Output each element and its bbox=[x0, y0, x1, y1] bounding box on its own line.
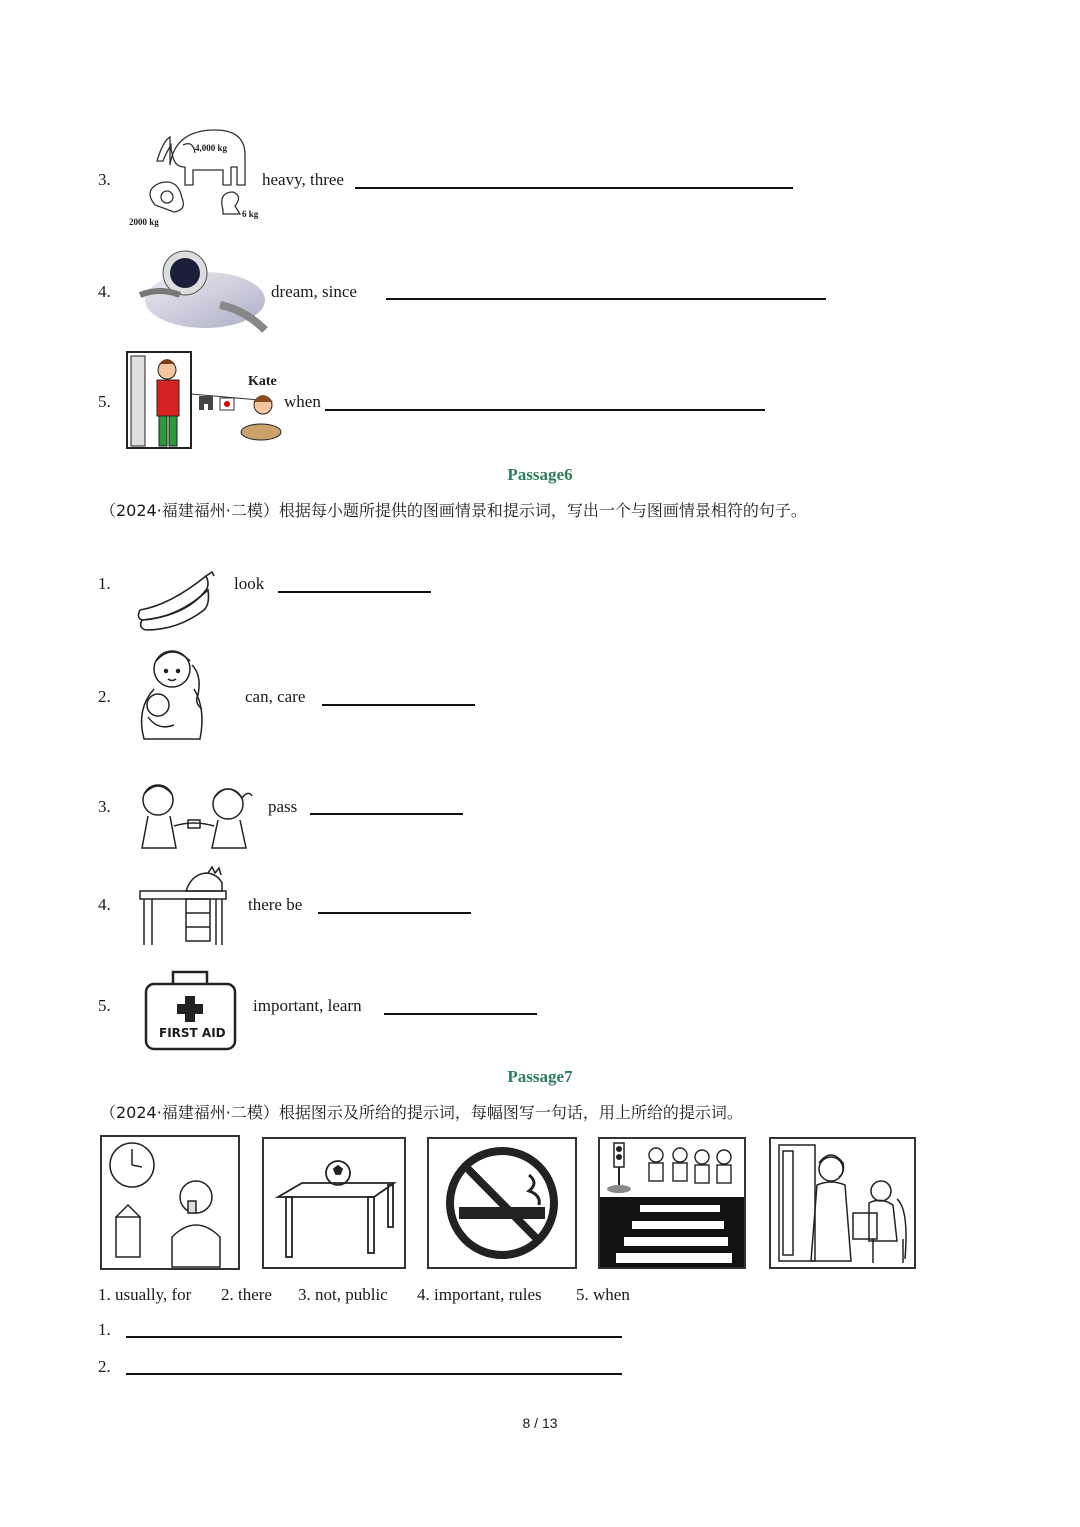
elephant-lion-dog-picture bbox=[125, 125, 265, 230]
item-number: 1. bbox=[98, 574, 111, 593]
hint-words: there be bbox=[248, 895, 303, 914]
desk-cat-icon bbox=[136, 865, 231, 947]
picture-crosswalk bbox=[598, 1137, 746, 1269]
kate-label: Kate bbox=[248, 374, 277, 389]
hint-words: can, care bbox=[245, 687, 306, 706]
passage7-instruction: （2024·福建福州·二模）根据图示及所给的提示词，每幅图写一句话，用上所给的提示词。 bbox=[100, 1103, 743, 1122]
item-number: 3. bbox=[98, 170, 111, 189]
picture-hint-3: 3. not, public bbox=[298, 1285, 388, 1304]
lion-weight-label: 2000 kg bbox=[129, 217, 159, 227]
picture-breakfast bbox=[100, 1135, 240, 1270]
table-ball-icon bbox=[264, 1139, 404, 1267]
item-number: 5. bbox=[98, 996, 111, 1015]
answer-line-number: 1. bbox=[98, 1320, 111, 1339]
hint-words: dream, since bbox=[271, 282, 357, 301]
page-number: 8 / 13 bbox=[522, 1415, 558, 1431]
item-number: 4. bbox=[98, 282, 111, 301]
passage6-title: Passage6 bbox=[507, 465, 573, 484]
door-study-icon bbox=[771, 1139, 914, 1267]
item-number: 2. bbox=[98, 687, 111, 706]
hint-words: important, learn bbox=[253, 996, 362, 1015]
answer-blank[interactable] bbox=[355, 187, 793, 189]
passage7-title: Passage7 bbox=[507, 1067, 573, 1086]
answer-blank[interactable] bbox=[318, 912, 471, 914]
picture-door-study bbox=[769, 1137, 916, 1269]
picture-no-smoking bbox=[427, 1137, 577, 1269]
passage6-instruction: （2024·福建福州·二模）根据每小题所提供的图画情景和提示词，写出一个与图画情景相符的句子。 bbox=[100, 501, 807, 520]
children-passing-picture bbox=[132, 778, 260, 852]
item-number: 3. bbox=[98, 797, 111, 816]
answer-blank[interactable] bbox=[310, 813, 463, 815]
first-aid-label: FIRST AID bbox=[159, 1026, 226, 1040]
first-aid-kit-picture bbox=[143, 968, 238, 1052]
banana-icon bbox=[136, 570, 218, 634]
item-number: 5. bbox=[98, 392, 111, 411]
answer-blank[interactable] bbox=[325, 409, 765, 411]
astronaut-picture bbox=[130, 245, 270, 337]
answer-line-number: 2. bbox=[98, 1357, 111, 1376]
hint-words: look bbox=[234, 574, 265, 593]
children-passing-icon bbox=[132, 778, 260, 852]
answer-blank[interactable] bbox=[322, 704, 475, 706]
girl-baby-icon bbox=[130, 645, 215, 745]
no-smoking-icon bbox=[429, 1139, 575, 1267]
answer-line-2[interactable] bbox=[126, 1373, 622, 1375]
dog-weight-label: 6 kg bbox=[242, 209, 259, 219]
picture-hint-5: 5. when bbox=[576, 1285, 630, 1304]
hint-words: heavy, three bbox=[262, 170, 344, 189]
bananas-picture bbox=[136, 570, 218, 634]
laundry-scene-icon bbox=[125, 350, 285, 450]
answer-blank[interactable] bbox=[384, 1013, 537, 1015]
girl-door-laundry-picture bbox=[125, 350, 285, 450]
picture-table-ball bbox=[262, 1137, 406, 1269]
item-number: 4. bbox=[98, 895, 111, 914]
answer-line-1[interactable] bbox=[126, 1336, 622, 1338]
hint-words: pass bbox=[268, 797, 298, 816]
picture-hint-4: 4. important, rules bbox=[417, 1285, 542, 1304]
crosswalk-icon bbox=[600, 1139, 744, 1267]
elephant-weight-label: 4,000 kg bbox=[195, 143, 228, 153]
answer-blank[interactable] bbox=[386, 298, 826, 300]
cat-on-desk-picture bbox=[136, 865, 231, 947]
clock-milk-icon bbox=[102, 1137, 238, 1268]
hint-words: when bbox=[284, 392, 321, 411]
picture-hint-1: 1. usually, for bbox=[98, 1285, 192, 1304]
astronaut-icon bbox=[130, 245, 270, 337]
answer-blank[interactable] bbox=[278, 591, 431, 593]
picture-hint-2: 2. there bbox=[221, 1285, 272, 1304]
girl-holding-child-picture bbox=[130, 645, 215, 745]
